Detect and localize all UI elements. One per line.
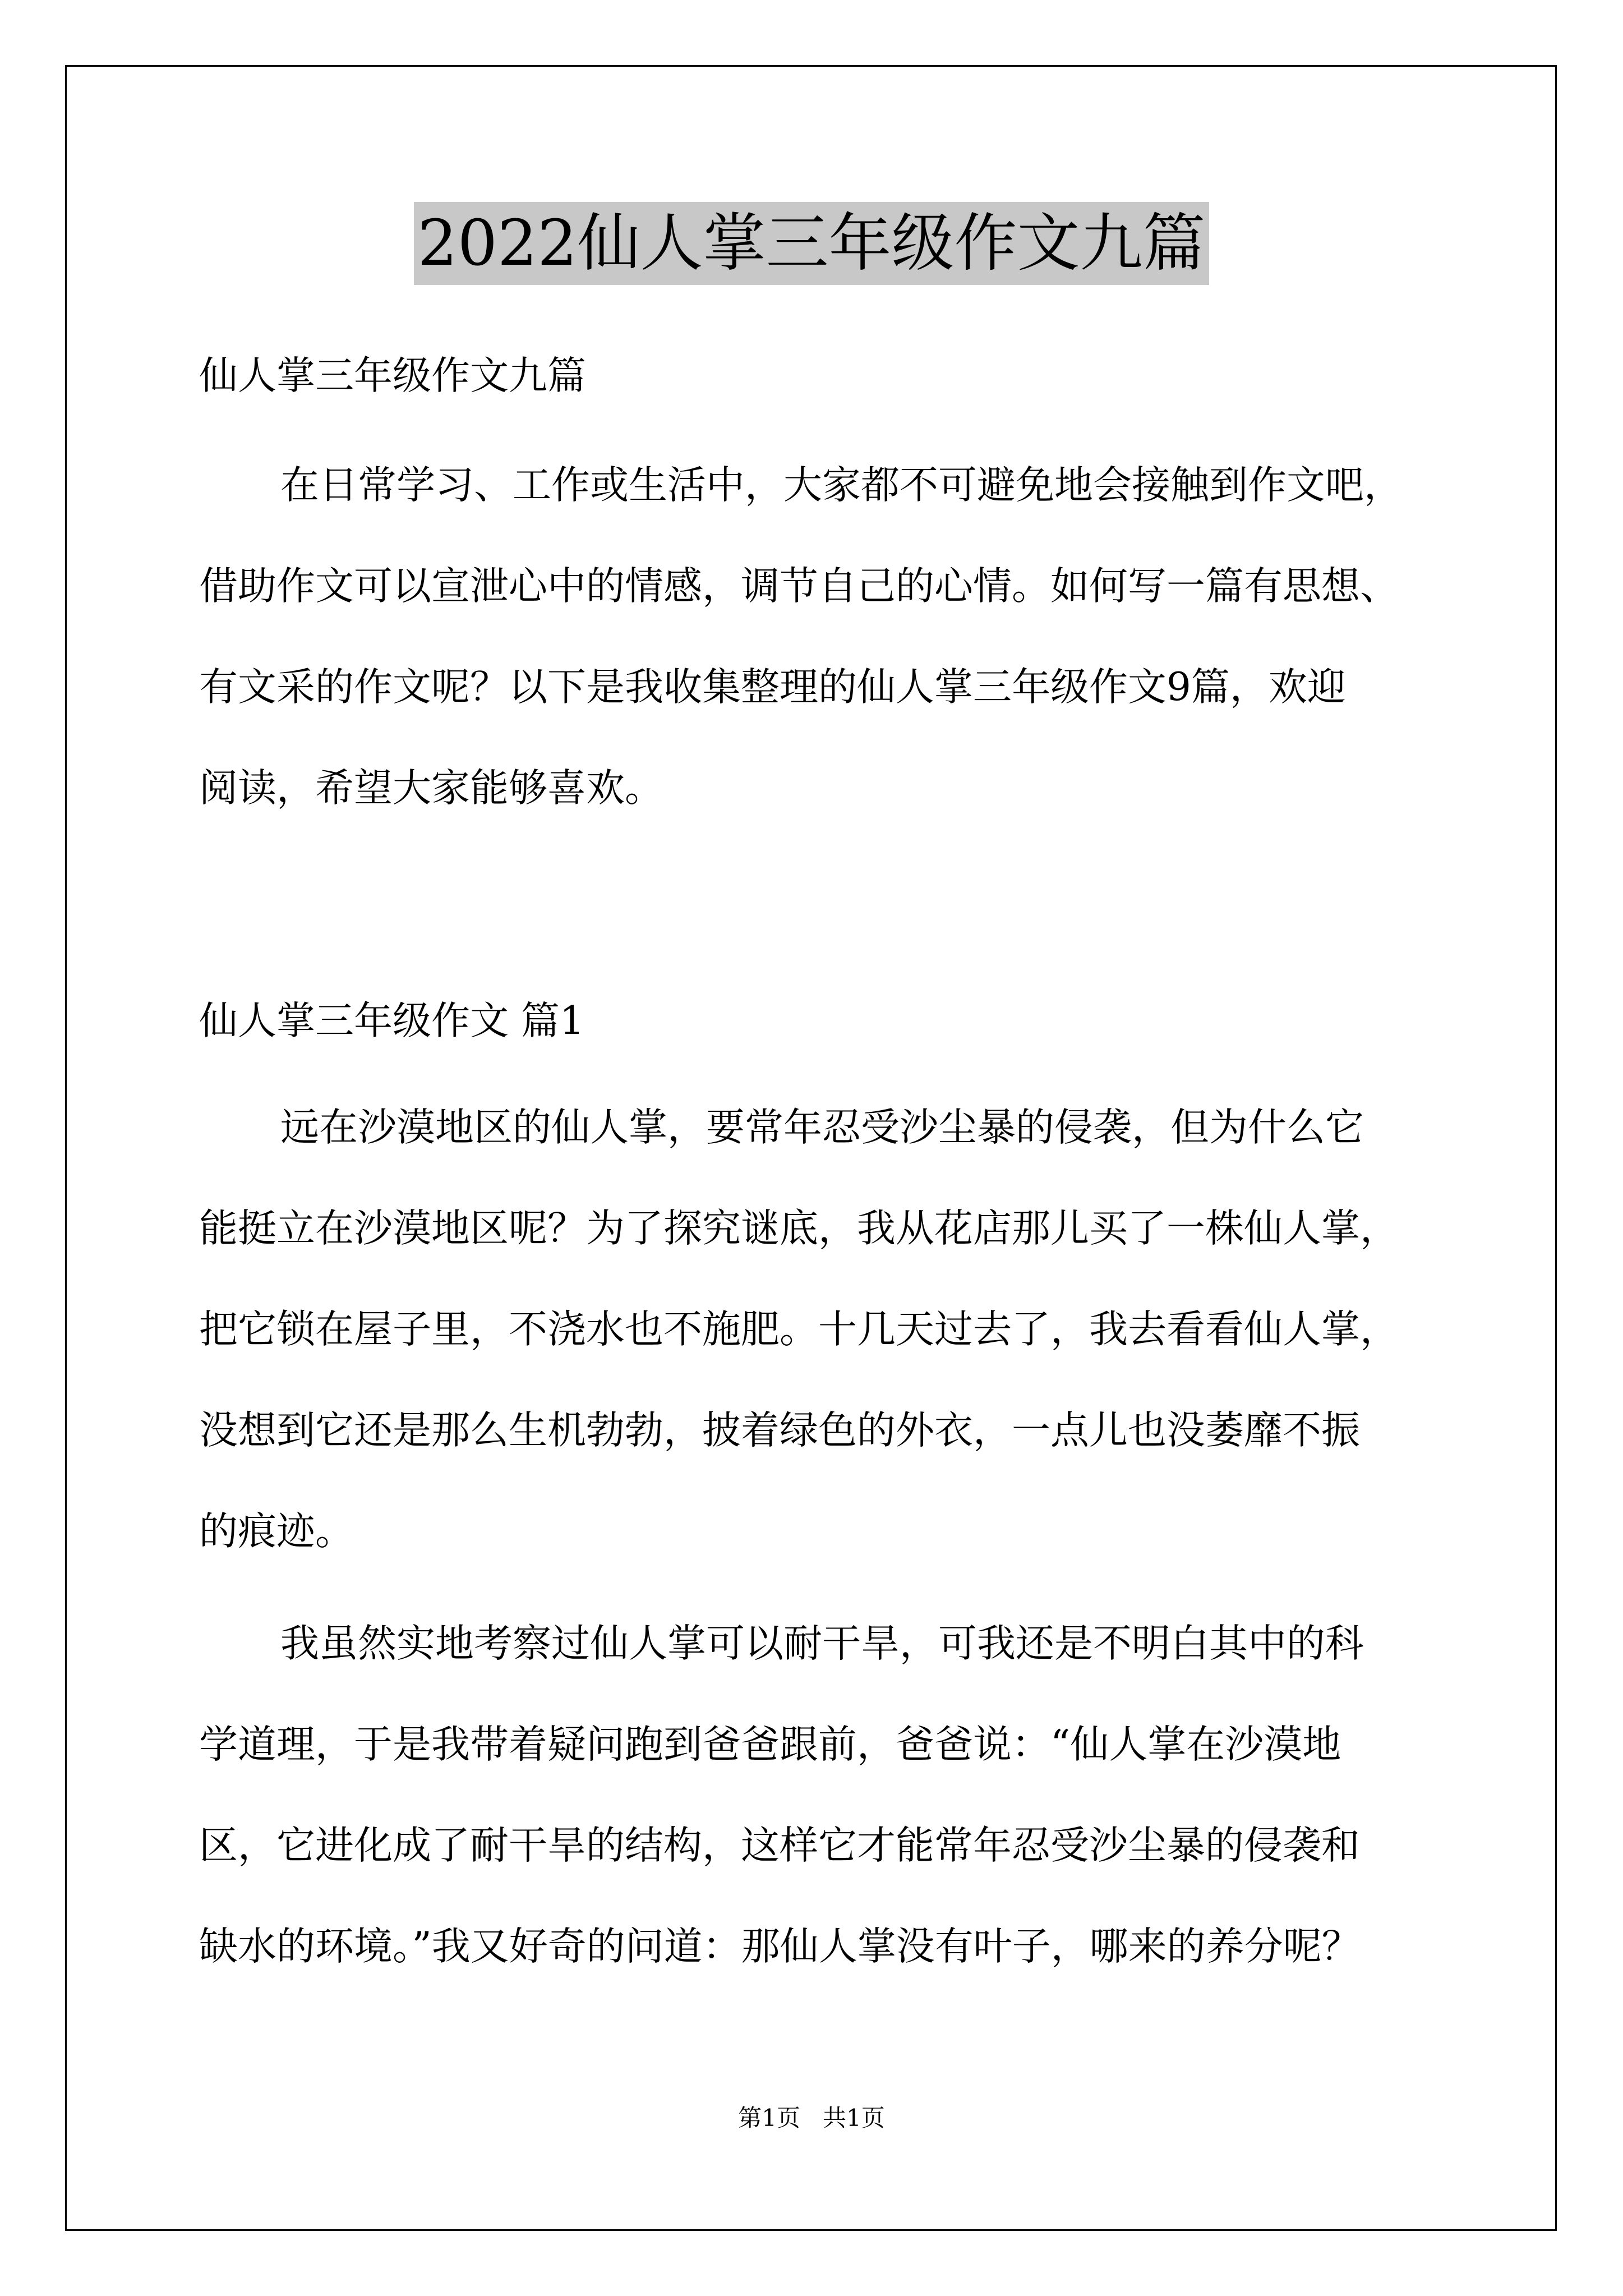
section-heading: 仙人掌三年级作文 篇1 bbox=[199, 999, 584, 1043]
document-title: 2022仙人掌三年级作文九篇 bbox=[414, 202, 1209, 285]
subtitle: 仙人掌三年级作文九篇 bbox=[199, 353, 586, 398]
paragraph-line: 缺水的环境。”我又好奇的问道：那仙人掌没有叶子，哪来的养分呢？ bbox=[199, 1924, 1361, 1969]
paragraph-line: 在日常学习、工作或生活中，大家都不可避免地会接触到作文吧， bbox=[280, 463, 1403, 508]
paragraph-line: 远在沙漠地区的仙人掌，要常年忍受沙尘暴的侵袭，但为什么它 bbox=[280, 1105, 1364, 1150]
paragraph-line: 我虽然实地考察过仙人掌可以耐干旱，可我还是不明白其中的科 bbox=[280, 1621, 1364, 1666]
page-number-footer: 第1页 共1页 bbox=[738, 2104, 885, 2132]
paragraph-line: 阅读，希望大家能够喜欢。 bbox=[199, 766, 663, 811]
paragraph-line: 的痕迹。 bbox=[199, 1509, 354, 1554]
title-container bbox=[0, 202, 1623, 285]
paragraph-line: 区，它进化成了耐干旱的结构，这样它才能常年忍受沙尘暴的侵袭和 bbox=[199, 1823, 1360, 1868]
paragraph-line: 学道理，于是我带着疑问跑到爸爸跟前，爸爸说：“仙人掌在沙漠地 bbox=[199, 1722, 1341, 1767]
paragraph-line: 把它锁在屋子里，不浇水也不施肥。十几天过去了，我去看看仙人掌， bbox=[199, 1307, 1399, 1352]
paragraph-line: 有文采的作文呢？以下是我收集整理的仙人掌三年级作文9篇，欢迎 bbox=[199, 665, 1346, 710]
paragraph-line: 借助作文可以宣泄心中的情感，调节自己的心情。如何写一篇有思想、 bbox=[199, 564, 1399, 609]
paragraph-line: 能挺立在沙漠地区呢？为了探究谜底，我从花店那儿买了一株仙人掌， bbox=[199, 1206, 1399, 1251]
paragraph-line: 没想到它还是那么生机勃勃，披着绿色的外衣，一点儿也没萎靡不振 bbox=[199, 1408, 1360, 1453]
